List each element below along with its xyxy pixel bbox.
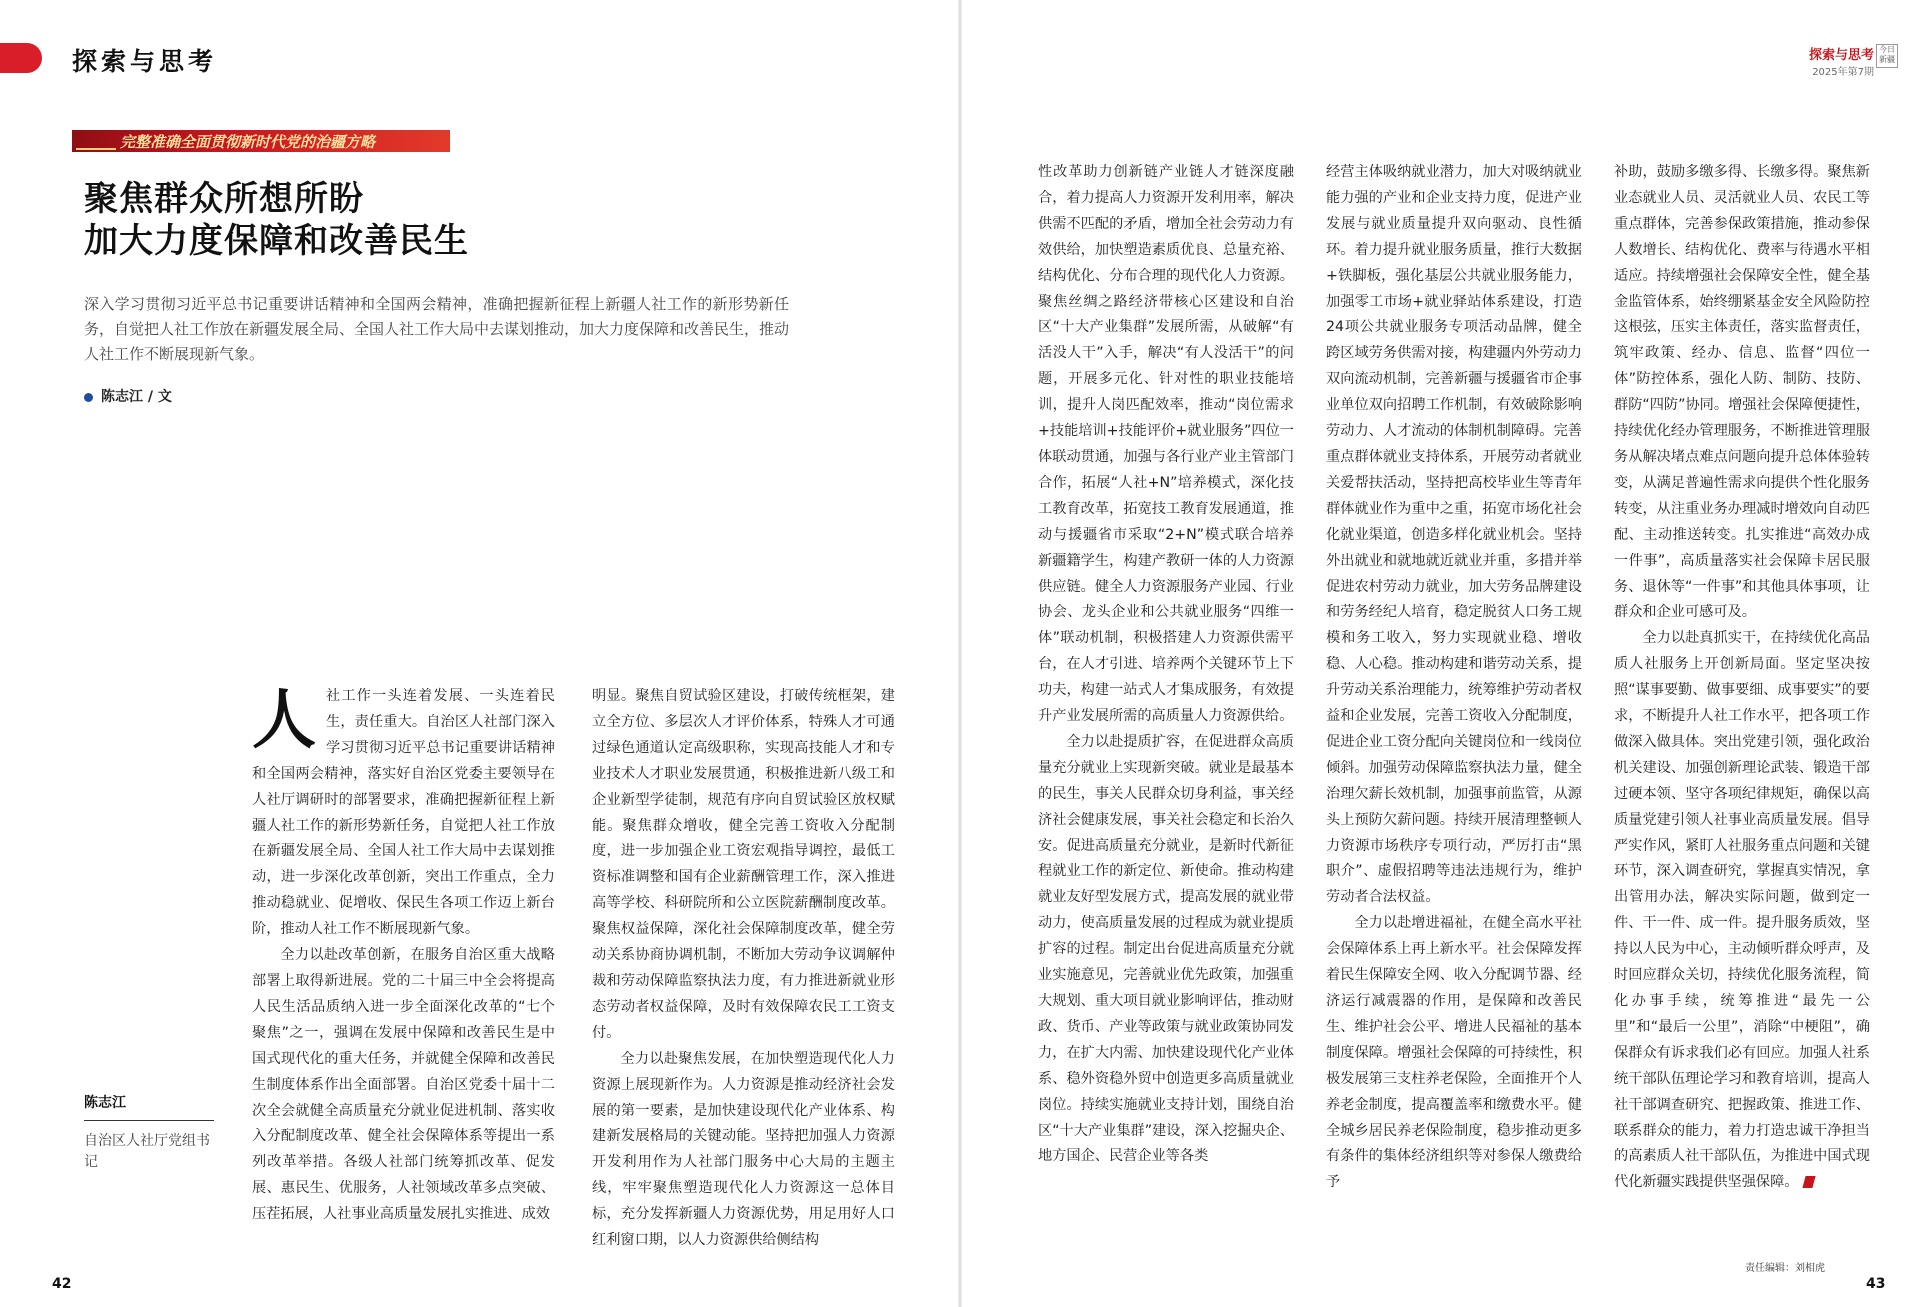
- byline-text: 陈志江 / 文: [101, 389, 172, 405]
- editor-credit: 责任编辑：刘相虎: [1745, 1263, 1825, 1274]
- article-headline: [84, 178, 469, 262]
- section-title-right: 探索与思考: [1808, 48, 1874, 63]
- body-column-2: [592, 684, 895, 1254]
- author-info: [84, 1092, 214, 1173]
- byline: [84, 386, 172, 406]
- paragraph: 补助，鼓励多缴多得、长缴多得。聚焦新业态就业人员、灵活就业人员、农民工等重点群体，完善参保政策措施，推动参保人数增长、结构优化、费率与待遇水平相适应。持续增强社会保障安全性，健全基金监管体系，始终绷紧基金安全风险防控这根弦，压实主体责任，落实监督责任，筑牢政策、经办、信息、监督“四位一体”防控体系，强化人防、制防、技防、群防“四防”协同。增强社会保障便捷性，持续优化经办管理服务，不断推进管理服务从解决堵点难点问题向提升总体体验转变，从满足普遍性需求向提供个性化服务转变，从注重业务办理减时增效向自动匹配、主动推送转变。扎实推进“高效办成一件事”，高质量落实社会保障卡居民服务、退休等“一件事”和其他具体事项，让群众和企业可感可及。: [1614, 164, 1870, 621]
- paragraph: 全力以赴增进福祉，在健全高水平社会保障体系上再上新水平。社会保障发挥着民生保障安全网、收入分配调节器、经济运行减震器的作用，是保障和改善民生、维护社会公平、增进人民福祉的基本制度保障。增强社会保障的可持续性，积极发展第三支柱养老保险，全面推开个人养老金制度，提高覆盖率和缴费水平。健全城乡居民养老保险制度，稳步推动更多有条件的集体经济组织等对参保人缴费给予: [1326, 915, 1582, 1191]
- body-column-3: [1038, 160, 1294, 1170]
- article-lead: 深入学习贯彻习近平总书记重要讲话精神和全国两会精神，准确把握新征程上新疆人社工作的新形势新任务，自觉把人社工作放在新疆发展全局、全国人社工作大局中去谋划推动，加大力度保障和改善民生，推动人社工作不断展现新气象。: [84, 295, 790, 363]
- body-column-4: [1326, 160, 1582, 1196]
- author-name: 陈志江: [84, 1092, 214, 1121]
- headline-line-2: 加大力度保障和改善民生: [84, 221, 469, 261]
- paragraph: 全力以赴真抓实干，在持续优化高品质人社服务上开创新局面。坚定坚决按照“谋事要勤、做事要细、成事要实”的要求，不断提升人社工作水平，把各项工作做深入做具体。突出党建引领，强化政治机关建设、加强创新理论武装、锻造干部过硬本领、坚守各项纪律规矩，确保以高质量党建引领人社事业高质量发展。倡导严实作风，紧盯人社服务重点问题和关键环节，深入调查研究，掌握真实情况，拿出管用办法，解决实际问题，做到定一件、干一件、成一件。提升服务质效，坚持以人民为中心，主动倾听群众呼声，及时回应群众关切，持续优化服务流程，简化办事手续，统筹推进“最先一公里”和“最后一公里”，消除“中梗阻”，确保群众有诉求我们必有回应。加强人社系统干部队伍理论学习和教育培训，提高人社干部调查研究、把握政策、推进工作、联系群众的能力，着力打造忠诚干净担当的高素质人社干部队伍，为推进中国式现代化新疆实践提供坚强保障。: [1614, 630, 1870, 1191]
- magazine-logo: 今日新疆: [1876, 44, 1898, 68]
- paragraph: 全力以赴聚焦发展，在加快塑造现代化人力资源上展现新作为。人力资源是推动经济社会发展的第一要素，是加快建设现代化产业体系、构建新发展格局的关键动能。坚持把加强人力资源开发利用作为人社部门服务中心大局的主题主线，牢牢聚焦塑造现代化人力资源这一总体目标，充分发挥新疆人力资源优势，用足用好人口红利窗口期，以人力资源供给侧结构: [592, 1050, 895, 1249]
- paragraph: 经营主体吸纳就业潜力，加大对吸纳就业能力强的产业和企业支持力度，促进产业发展与就业质量提升双向驱动、良性循环。着力提升就业服务质量，推行大数据+铁脚板，强化基层公共就业服务能力，加强零工市场+就业驿站体系建设，打造24项公共就业服务专项活动品牌，健全跨区域劳务供需对接，构建疆内外劳动力双向流动机制，完善新疆与援疆省市企事业单位双向招聘工作机制，有效破除影响劳动力、人才流动的体制机制障碍。完善重点群体就业支持体系，开展劳动者就业关爱帮扶活动，坚持把高校毕业生等青年群体就业作为重中之重，拓宽市场化社会化就业渠道，创造多样化就业机会。坚持外出就业和就地就近就业并重，多措并举促进农村劳动力就业，加大劳务品牌建设和劳务经纪人培育，稳定脱贫人口务工规模和务工收入，努力实现就业稳、增收稳、人心稳。推动构建和谐劳动关系，提升劳动关系治理能力，统筹维护劳动者权益和企业发展，完善工资收入分配制度，促进企业工资分配向关键岗位和一线岗位倾斜。加强劳动保障监察执法力量，健全治理欠薪长效机制，加强事前监管，从源头上预防欠薪问题。持续开展清理整顿人力资源市场秩序专项行动，严厉打击“黑职介”、虚假招聘等违法违规行为，维护劳动者合法权益。: [1326, 164, 1582, 906]
- banner-text: 完整准确全面贯彻新时代党的治疆方略: [120, 133, 376, 151]
- paragraph: 全力以赴提质扩容，在促进群众高质量充分就业上实现新突破。就业是最基本的民生，事关人民群众切身利益，事关经济社会健康发展，事关社会稳定和长治久安。促进高质量充分就业，是新时代新征程就业工作的新定位、新使命。推动构建就业友好型发展方式，提高发展的就业带动力，使高质量发展的过程成为就业提质扩容的过程。制定出台促进高质量充分就业实施意见，完善就业优先政策，加强重大规划、重大项目就业影响评估，推动财政、货币、产业等政策与就业政策协同发力，在扩大内需、加快建设现代化产业体系、稳外资稳外贸中创造更多高质量就业岗位。持续实施就业支持计划，围绕自治区“十大产业集群”建设，深入挖掘央企、地方国企、民营企业等各类: [1038, 733, 1294, 1165]
- body-column-5: [1614, 160, 1870, 1196]
- body-column-1: [252, 684, 555, 1228]
- paragraph: 人社工作一头连着发展、一头连着民生，责任重大。自治区人社部门深入学习贯彻习近平总书记重要讲话精神和全国两会精神，落实好自治区党委主要领导在人社厅调研时的部署要求，准确把握新征程上新疆人社工作的新形势新任务，自觉把人社工作放在新疆发展全局、全国人社工作大局中去谋划推动，进一步深化改革创新，突出工作重点，全力推动稳就业、促增收、保民生各项工作迈上新台阶，推动人社工作不断展现新气象。: [252, 683, 555, 938]
- topic-banner: [72, 130, 450, 152]
- skyline-icon: [76, 134, 116, 150]
- section-red-tab: [0, 43, 42, 73]
- paragraph: 明显。聚焦自贸试验区建设，打破传统框架，建立全方位、多层次人才评价体系，特殊人才可通过绿色通道认定高级职称，实现高技能人才和专业技术人才职业发展贯通，积极推进新八级工和企业新型学徒制，规范有序向自贸试验区放权赋能。聚焦群众增收，健全完善工资收入分配制度，进一步加强企业工资宏观指导调控，最低工资标准调整和国有企业薪酬管理工作，深入推进高等学校、科研院所和公立医院薪酬制度改革。聚焦权益保障，深化社会保障制度改革，健全劳动关系协商协调机制，不断加大劳动争议调解仲裁和劳动保障监察执法力度，有力推进新就业形态劳动者权益保障，及时有效保障农民工工资支付。: [592, 688, 895, 1041]
- headline-line-1: 聚焦群众所想所盼: [84, 179, 364, 219]
- paragraph: 全力以赴改革创新，在服务自治区重大战略部署上取得新进展。党的二十届三中全会将提高人民生活品质纳入进一步全面深化改革的“七个聚焦”之一，强调在发展中保障和改善民生是中国式现代化的重大任务，并就健全保障和改善民生制度体系作出全面部署。自治区党委十届十二次全会就健全高质量充分就业促进机制、落实收入分配制度改革、健全社会保障体系等提出一系列改革举措。各级人社部门统筹抓改革、促发展、惠民生、优服务，人社领域改革多点突破、压茬拓展，人社事业高质量发展扎实推进、成效: [252, 947, 555, 1223]
- page-number-right: 43: [1866, 1276, 1886, 1292]
- bullet-dot-icon: [84, 393, 93, 402]
- drop-cap: 人: [252, 683, 316, 758]
- page-number-left: 42: [52, 1276, 72, 1292]
- author-title: 自治区人社厅党组书记: [84, 1133, 210, 1170]
- paragraph: 性改革助力创新链产业链人才链深度融合，着力提高人力资源开发利用率，解决供需不匹配的矛盾，增加全社会劳动力有效供给，加快塑造素质优良、总量充裕、结构优化、分布合理的现代化人力资源。聚焦丝绸之路经济带核心区建设和自治区“十大产业集群”发展所需，从破解“有活没人干”入手，解决“有人没活干”的问题，开展多元化、针对性的职业技能培训，提升人岗匹配效率，推动“岗位需求+技能培训+技能评价+就业服务”四位一体联动贯通，加强与各行业产业主管部门合作，拓展“人社+N”培养模式，深化技工教育改革，拓宽技工教育发展通道，推动与援疆省市采取“2+N”模式联合培养新疆籍学生，构建产教研一体的人力资源供应链。健全人力资源服务产业园、行业协会、龙头企业和公共就业服务“四维一体”联动机制，积极搭建人力资源供需平台，在人才引进、培养两个关键环节上下功夫，构建一站式人才集成服务，有效提升产业发展所需的高质量人力资源供给。: [1038, 164, 1294, 725]
- section-title: 探索与思考: [72, 47, 218, 76]
- issue-number: 2025年第7期: [1812, 67, 1874, 78]
- end-mark-icon: [1803, 1176, 1816, 1188]
- header-right: [1809, 44, 1874, 78]
